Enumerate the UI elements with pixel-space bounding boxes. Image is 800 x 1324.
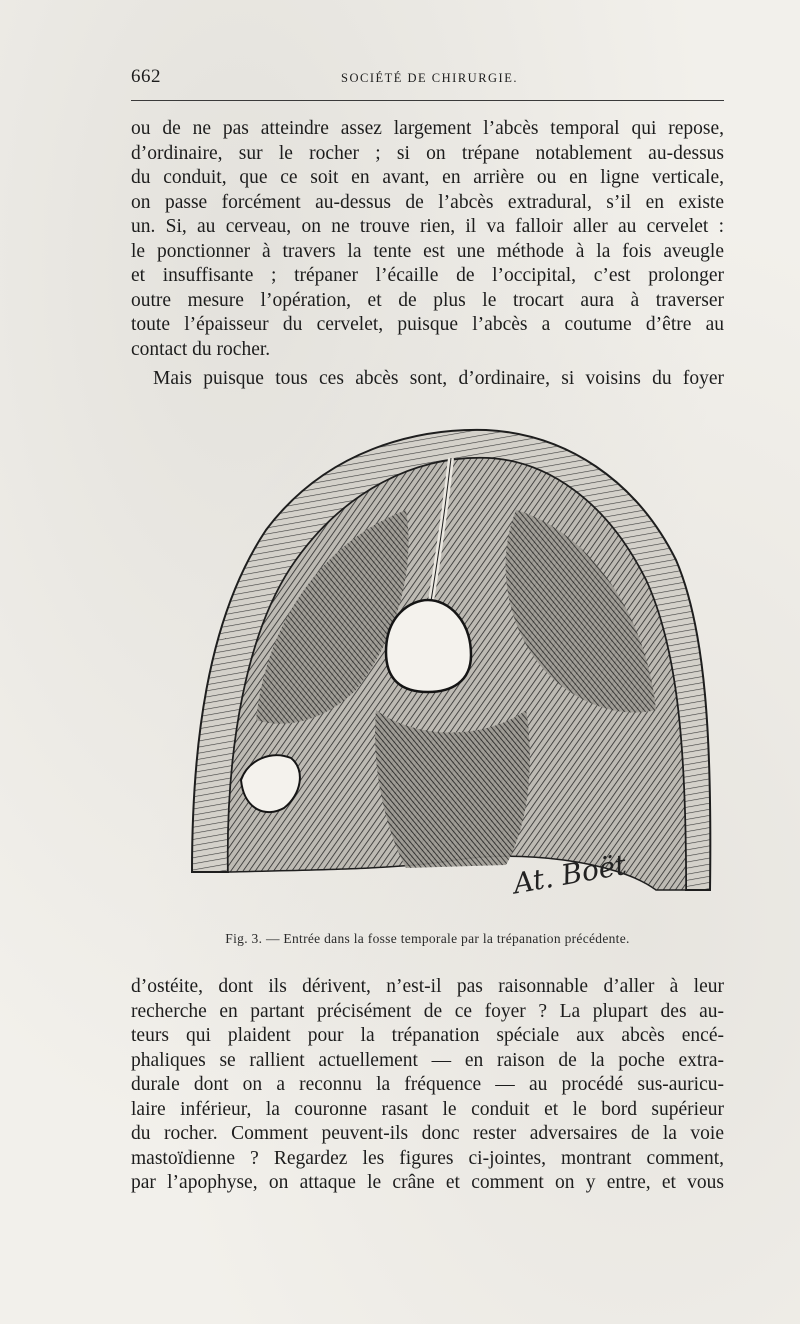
- text-line: on passe forcément au-dessus de l’abcès extradural, s’il en existe: [131, 191, 724, 213]
- text-line: d’ordinaire, sur le rocher ; si on trépane notablement au-dessus: [131, 142, 724, 164]
- text-line: ou de ne pas atteindre assez largement l’abcès temporal qui repose,: [131, 118, 724, 139]
- text-line: par l’apophyse, on attaque le crâne et comment on y entre, et vous: [131, 1172, 724, 1193]
- page-header: [131, 66, 724, 92]
- text-line: et insuffisante ; trépaner l’écaille de l’occipital, c’est prolonger: [131, 265, 724, 286]
- text-line: d’ostéite, dont ils dérivent, n’est-il pas raisonnable d’aller à leur: [131, 976, 724, 997]
- text-line: recherche en partant précisément de ce foyer ? La plupart des au-: [131, 1000, 724, 1022]
- paragraph: [131, 117, 724, 362]
- text-line: toute l’épaisseur du cervelet, puisque l’abcès a coutume d’être au: [131, 314, 724, 335]
- paragraph: [131, 367, 724, 392]
- paragraph: [131, 975, 724, 1196]
- text-line: un. Si, au cerveau, on ne trouve rien, il va falloir aller au cervelet :: [131, 216, 724, 237]
- text-line: durale dont on a reconnu la fréquence — au procédé sus-auricu-: [131, 1074, 724, 1095]
- skull-illustration: [186, 420, 712, 920]
- text-line: contact du rocher.: [131, 338, 271, 360]
- text-line: outre mesure l’opération, et de plus le trocart aura à traverser: [131, 289, 724, 311]
- text-line: du rocher. Comment peuvent-ils donc rester adversaires de la voie: [131, 1123, 724, 1144]
- skull-engraving: [186, 420, 712, 920]
- page-number: 662: [131, 66, 161, 87]
- text-line: du conduit, que ce soit en avant, en arrière ou en ligne verticale,: [131, 167, 724, 188]
- header-rule: [131, 100, 724, 101]
- text-line: teurs qui plaident pour la trépanation spéciale aux abcès encé-: [131, 1025, 724, 1046]
- artist-signature: At. Boët: [510, 848, 629, 901]
- figure-caption: Fig. 3. — Entrée dans la fosse temporale par la trépanation précédente.: [225, 931, 630, 946]
- text-line: le ponctionner à travers la tente est une méthode à la fois aveugle: [131, 240, 724, 262]
- text-line: phaliques se rallient actuellement — en raison de la poche extra-: [131, 1049, 724, 1071]
- text-line: Mais puisque tous ces abcès sont, d’ordinaire, si voisins du foyer: [153, 368, 724, 389]
- text-line: laire inférieur, la couronne rasant le conduit et le bord supérieur: [131, 1098, 724, 1120]
- running-head: SOCIÉTÉ DE CHIRURGIE.: [341, 71, 518, 85]
- text-line: mastoïdienne ? Regardez les figures ci-jointes, montrant comment,: [131, 1147, 724, 1169]
